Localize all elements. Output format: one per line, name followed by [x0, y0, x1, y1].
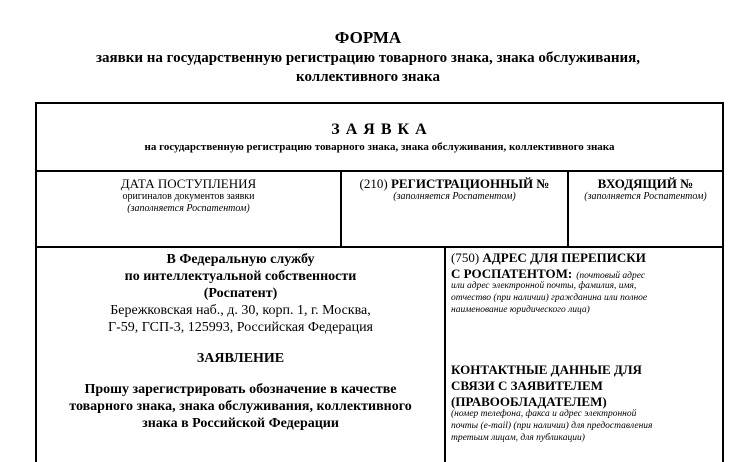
divider-after-row1: [35, 246, 724, 248]
address-line1: Бережковская наб., д. 30, корп. 1, г. Москва,: [110, 303, 371, 318]
incoming-number-title: ВХОДЯЩИЙ №: [597, 176, 694, 191]
divider-after-title: [35, 170, 724, 172]
address-line2: Г-59, ГСП-3, 125993, Российская Федерация: [108, 320, 373, 335]
addressee-line2: по интеллектуальной собственности: [124, 269, 357, 284]
registration-code: (210): [359, 176, 388, 191]
correspondence-note3: отчество (при наличии) гражданина или полное: [451, 293, 648, 303]
contact-note3: третьим лицам, для публикации): [451, 433, 585, 443]
contact-title2: СВЯЗИ С ЗАЯВИТЕЛЕМ: [451, 378, 603, 393]
correspondence-code: (750): [451, 250, 480, 265]
application-subtitle: на государственную регистрацию товарного знака, знака обслуживания, коллективного знака: [144, 141, 615, 153]
contact-title3: (ПРАВООБЛАДАТЕЛЕМ): [451, 394, 607, 409]
registration-number-note: (заполняется Роспатентом): [393, 191, 516, 202]
contact-note2: почты (e-mail) (при наличии) для предоставления: [451, 421, 653, 431]
statement-title: ЗАЯВЛЕНИЕ: [196, 351, 285, 366]
frame-top-border: [35, 102, 724, 104]
addressee-line3: (Роспатент): [203, 286, 278, 301]
registration-number-title: РЕГИСТРАЦИОННЫЙ №: [390, 176, 550, 191]
registration-number-heading: [342, 176, 567, 192]
receipt-date-note: (заполняется Роспатентом): [127, 203, 250, 214]
request-line2: товарного знака, знака обслуживания, коллективного: [69, 399, 412, 414]
body-column-divider: [444, 246, 446, 462]
correspondence-title2: С РОСПАТЕНТОМ:: [451, 266, 573, 281]
contact-title1: КОНТАКТНЫЕ ДАННЫЕ ДЛЯ: [451, 362, 642, 377]
frame-right-border: [722, 102, 724, 462]
correspondence-title1: АДРЕС ДЛЯ ПЕРЕПИСКИ: [482, 250, 646, 265]
form-subtitle-line1: заявки на государственную регистрацию товарного знака, знака обслуживания,: [96, 50, 640, 66]
correspondence-note2: или адрес электронной почты, фамилия, имя,: [451, 281, 637, 291]
correspondence-note1: (почтовый адрес: [576, 271, 646, 281]
contact-note1: (номер телефона, факса и адрес электронной: [451, 409, 637, 419]
incoming-number-note: (заполняется Роспатентом): [584, 191, 707, 202]
addressee-line1: В Федеральную службу: [166, 252, 315, 267]
receipt-date-title: ДАТА ПОСТУПЛЕНИЯ: [120, 176, 257, 191]
receipt-date-subtitle: оригиналов документов заявки: [122, 191, 255, 202]
request-line1: Прошу зарегистрировать обозначение в качестве: [84, 382, 397, 397]
correspondence-note4: наименование юридического лица): [451, 305, 590, 315]
form-subtitle-line2: коллективного знака: [296, 69, 440, 85]
request-line3: знака в Российской Федерации: [142, 416, 339, 431]
application-title: З А Я В К А: [331, 121, 428, 138]
form-title: ФОРМА: [334, 28, 402, 47]
correspondence-heading-line1: [451, 250, 646, 266]
